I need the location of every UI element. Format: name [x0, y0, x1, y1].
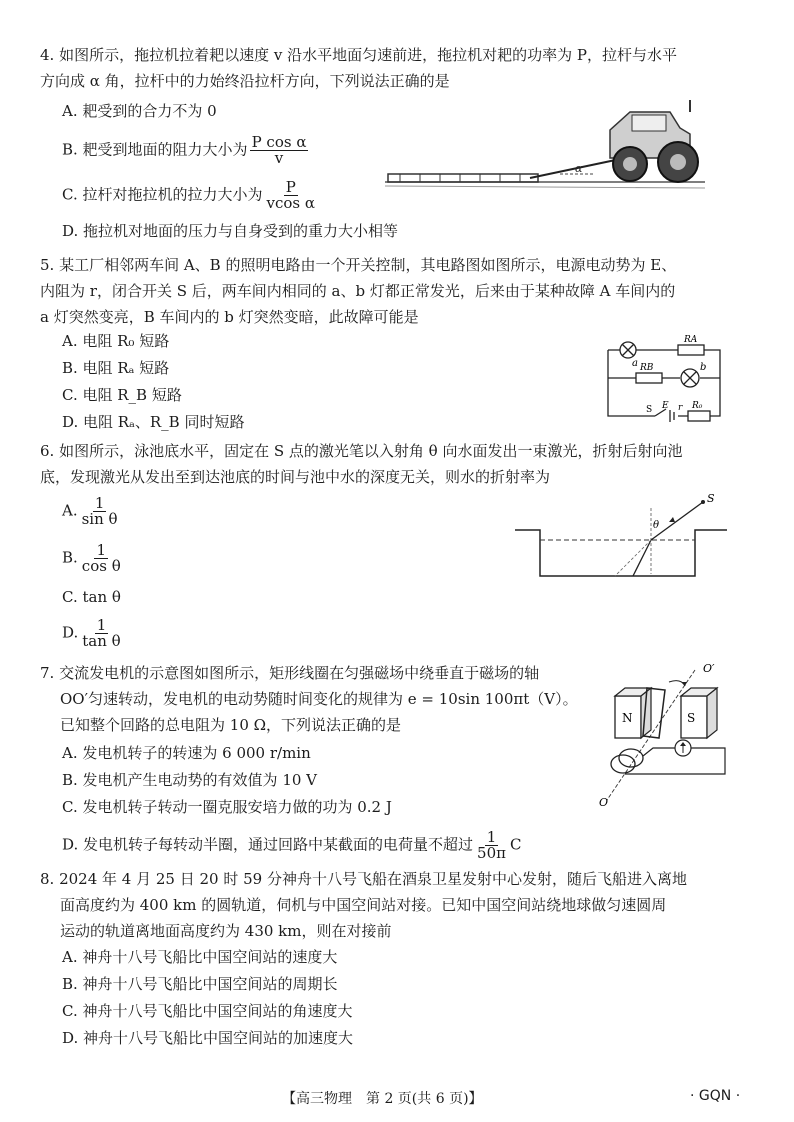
- q5-line-2: 内阻为 r，闭合开关 S 后，两车间内相同的 a、b 灯都正常发光，后来由于某种故障 A 车间内的: [40, 282, 676, 300]
- q4-line-1: 4. 如图所示，拖拉机拉着耙以速度 v 沿水平地面匀速前进，拖拉机对耙的功率为 P，拉杆与水平: [40, 46, 677, 64]
- q5-option-b: B. 电阻 Rₐ 短路: [62, 359, 170, 377]
- denominator: 50π: [477, 844, 506, 862]
- switch-s-label: S: [646, 405, 653, 415]
- q8-line-1: 8. 2024 年 4 月 25 日 20 时 59 分神舟十八号飞船在酒泉卫星发射中心发射，随后飞船进入离地: [40, 870, 687, 888]
- q5-line-1: 5. 某工厂相邻两车间 A、B 的照明电路由一个开关控制，其电路图如图所示，电源电动势为 E、: [40, 256, 677, 274]
- emf-e-label: E: [662, 401, 669, 411]
- q4-option-b: [62, 135, 310, 166]
- numerator: 1: [94, 494, 105, 512]
- numerator: 1: [486, 828, 497, 846]
- q5-option-c: C. 电阻 R_B 短路: [62, 386, 182, 404]
- pool-figure: [515, 488, 730, 583]
- numerator: P cos α: [251, 133, 307, 151]
- q4-option-c-fraction: [264, 180, 317, 211]
- question-5: [40, 252, 676, 330]
- q7-line-1: 7. 交流发电机的示意图如图所示，矩形线圈在匀强磁场中绕垂直于磁场的轴: [40, 664, 540, 682]
- resistor-ra-label: RA: [684, 335, 698, 345]
- q5-option-a: A. 电阻 R₀ 短路: [62, 332, 170, 350]
- question-8: [40, 866, 687, 944]
- axis-o-prime-label: O′: [703, 662, 715, 675]
- q8-option-a: A. 神舟十八号飞船比中国空间站的速度大: [62, 948, 338, 966]
- q4-option-b-text: B. 耙受到地面的阻力大小为: [62, 140, 248, 159]
- q6-option-b-fraction: [80, 543, 123, 574]
- numerator: 1: [96, 616, 107, 634]
- q7-line-2: OO′匀速转动，发电机的电动势随时间变化的规律为 e = 10sin 100πt（V）。: [60, 690, 578, 708]
- q6-option-b-label: B.: [62, 548, 78, 567]
- q4-option-c-text: C. 拉杆对拖拉机的拉力大小为: [62, 185, 263, 204]
- q4-option-c: [62, 180, 319, 211]
- denominator: vcos α: [266, 194, 315, 212]
- q6-option-a-label: A.: [62, 501, 78, 520]
- q7-option-d-text: D. 发电机转子每转动半圈，通过回路中某截面的电荷量不超过: [62, 835, 474, 854]
- question-7: [40, 660, 578, 738]
- numerator: 1: [96, 541, 107, 559]
- denominator: v: [274, 149, 284, 167]
- q7-option-c: C. 发电机转子转动一圈克服安培力做的功为 0.2 J: [62, 798, 392, 816]
- question-4: [40, 42, 677, 94]
- denominator: cos θ: [81, 557, 121, 575]
- denominator: tan θ: [82, 632, 121, 650]
- q5-option-d: D. 电阻 Rₐ、R_B 同时短路: [62, 413, 245, 431]
- q8-option-c: C. 神舟十八号飞船比中国空间站的角速度大: [62, 1002, 353, 1020]
- axis-o-label: O: [599, 796, 609, 808]
- q4-option-b-fraction: [250, 135, 309, 166]
- circuit-figure: [600, 332, 730, 422]
- footer-page-info: 【高三物理 第 2 页(共 6 页)】: [282, 1091, 483, 1107]
- q6-option-d-fraction: [80, 618, 122, 649]
- q4-line-2: 方向成 α 角，拉杆中的力始终沿拉杆方向，下列说法正确的是: [40, 72, 450, 90]
- q6-option-d-label: D.: [62, 623, 79, 642]
- q7-option-a: A. 发电机转子的转速为 6 000 r/min: [62, 744, 311, 762]
- lamp-a-label: a: [632, 358, 638, 369]
- q6-line-1: 6. 如图所示，泳池底水平，固定在 S 点的激光笔以入射角 θ 向水面发出一束激光，折射后射向池: [40, 442, 683, 460]
- magnet-n-label: N: [622, 711, 633, 725]
- q4-option-a: A. 耙受到的合力不为 0: [62, 102, 217, 120]
- q7-option-b: B. 发电机产生电动势的有效值为 10 V: [62, 771, 318, 789]
- q8-option-d: D. 神舟十八号飞船比中国空间站的加速度大: [62, 1029, 354, 1047]
- q8-line-2: 面高度约为 400 km 的圆轨道，伺机与中国空间站对接。已知中国空间站绕地球做匀速圆周: [60, 896, 667, 914]
- numerator: P: [285, 178, 296, 196]
- q8-option-b: B. 神舟十八号飞船比中国空间站的周期长: [62, 975, 338, 993]
- q6-option-d: [62, 618, 125, 649]
- generator-figure: [585, 660, 735, 808]
- resistor-rb-label: RB: [640, 363, 654, 373]
- incidence-angle-label: θ: [653, 520, 660, 531]
- q7-line-3: 已知整个回路的总电阻为 10 Ω，下列说法正确的是: [60, 716, 402, 734]
- q4-option-d: D. 拖拉机对地面的压力与自身受到的重力大小相等: [62, 222, 399, 240]
- q7-option-d-fraction: [475, 830, 508, 861]
- q7-option-d-unit: C: [509, 835, 522, 854]
- q6-line-2: 底，发现激光从发出至到达池底的时间与池中水的深度无关，则水的折射率为: [40, 468, 551, 486]
- tractor-angle-label: α: [575, 162, 583, 175]
- q6-option-b: [62, 543, 125, 574]
- internal-r-label: r: [678, 403, 683, 413]
- laser-point-s-label: S: [707, 492, 715, 505]
- q6-option-c: C. tan θ: [62, 588, 121, 606]
- q6-option-a: [62, 496, 122, 527]
- magnet-s-label: S: [687, 711, 696, 725]
- lamp-b-label: b: [700, 362, 707, 373]
- resistor-r0-label: R₀: [692, 401, 703, 411]
- tractor-figure: [380, 100, 710, 195]
- question-6: [40, 438, 682, 490]
- q6-option-a-fraction: [80, 496, 120, 527]
- footer-code: · GQN ·: [690, 1088, 741, 1104]
- q8-line-3: 运动的轨道离地面高度约为 430 km，则在对接前: [60, 922, 392, 940]
- q5-line-3: a 灯突然变亮，B 车间内的 b 灯突然变暗，此故障可能是: [40, 308, 419, 326]
- denominator: sin θ: [81, 510, 118, 528]
- q7-option-d: [62, 830, 521, 861]
